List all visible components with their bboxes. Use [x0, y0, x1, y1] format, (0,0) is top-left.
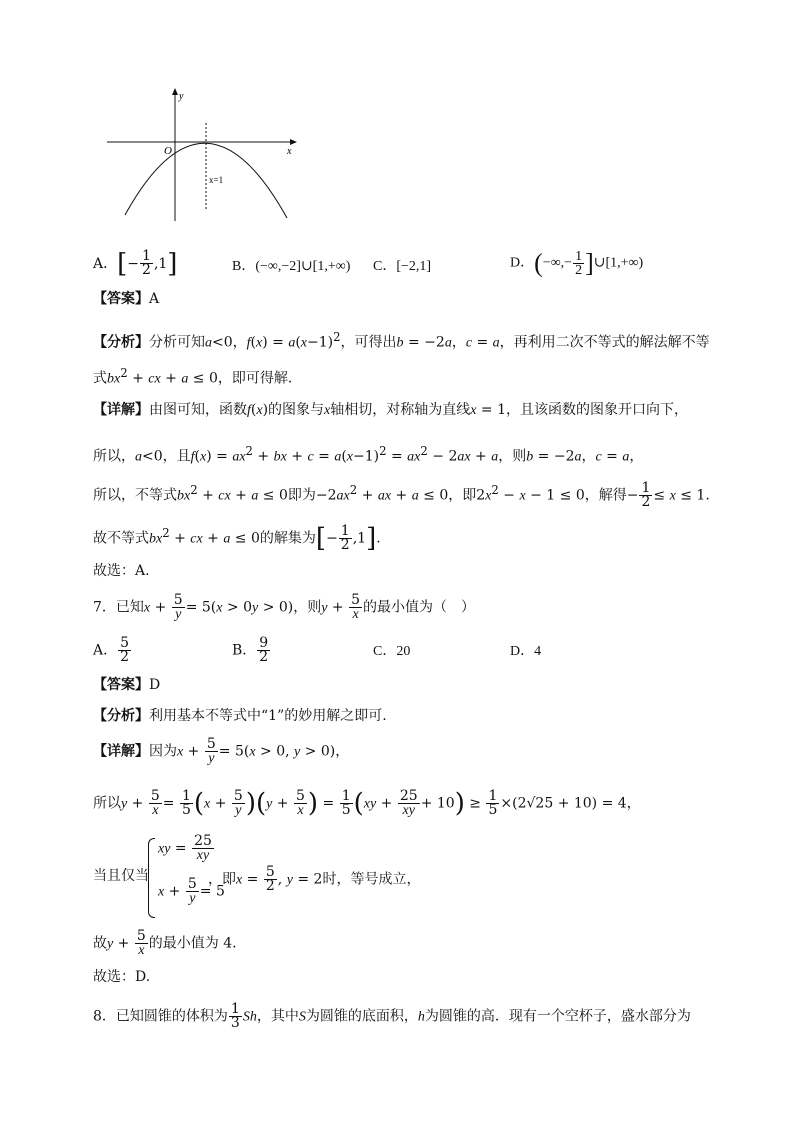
q7-option-b[interactable]: B． $\frac{9}{2}$: [232, 635, 269, 665]
q7-detail: 【详解】因为x + $\frac{5}{y}$ = 5(x > 0, y > 0)，: [93, 736, 350, 766]
symmetry-label: x=1: [209, 175, 224, 185]
q8-stem: 8．已知圆锥的体积为 $\frac{1}{3}$ Sh，其中S为圆锥的底面积，h为圆锥的高．现有一个空杯子，盛水部分为: [93, 1001, 691, 1031]
q7-detail-4: ，即x = $\frac{5}{2}$ , y = 2时，等号成立，: [208, 864, 421, 894]
q7-stem: 7．已知x + $\frac{5}{y}$ = 5(x > 0y > 0)，则y + $\frac{5}{x}$ 的最小值为（ ）: [93, 592, 476, 622]
q7-detail-2: 所以y + $\frac{5}{x}$ = $\frac{1}{5}$ (x + $\frac{5}{y}$ )(y + $\frac{5}{x}$ ) = $\frac{1}{5}$ (xy + $\frac{25}{xy}$ + 10) ≥ $\frac{1}{5}$ ×(2√25 + 10) = 4，: [93, 788, 641, 819]
q6-answer: 【答案】A: [93, 291, 160, 307]
y-axis-arrow: [172, 88, 178, 95]
axis-label-y: y: [179, 91, 184, 102]
x-axis-arrow: [290, 139, 297, 145]
q7-choose: 故选：D.: [93, 969, 151, 985]
q6-option-a[interactable]: A．[− $\frac{1}{2}$ ,1]: [93, 248, 178, 279]
origin-label: O: [164, 145, 172, 157]
q7-option-c[interactable]: C．20: [373, 644, 411, 659]
q7-answer: 【答案】D: [93, 677, 161, 693]
q6-options: [93, 250, 177, 277]
q6-detail: 【详解】由图可知，函数f(x)的图象与x轴相切，对称轴为直线x = 1，且该函数的图象开口向下，: [93, 402, 689, 418]
q7-analysis: 【分析】利用基本不等式中“1”的妙用解之即可.: [93, 708, 387, 724]
q7-detail-5: 故y + $\frac{5}{x}$ 的最小值为 4.: [93, 928, 237, 958]
q6-detail-3: 所以，不等式$bx^2$ + cx + a ≤ 0即为$-2ax^2$ + ax + a ≤ 0，即$2x^2 - x - 1 \le 0$，解得− $\frac{1}{2}$ ≤ x ≤ 1.: [93, 480, 710, 511]
q6-option-b[interactable]: B．(−∞,−2]∪[1,+∞): [232, 259, 351, 274]
axis-label-x: x: [287, 146, 292, 157]
q6-detail-2: 所以，a<0，且$f(x) = ax^2$ + bx + $c = a(x-1)^2 = ax^2 - 2ax + a$，则b = −2a，c = a，: [93, 444, 644, 465]
q6-analysis-cont: 式$bx^2$ + cx + a ≤ 0，即可得解.: [93, 366, 293, 387]
q6-option-d[interactable]: D．(−∞,− $\frac{1}{2}$ ]∪[1,+∞): [510, 248, 644, 278]
q7-condition-1: xy = $\frac{25}{xy}$: [158, 833, 212, 863]
q6-option-c[interactable]: C．[−2,1]: [373, 259, 432, 274]
q6-choose: 故选：A.: [93, 563, 150, 579]
q6-analysis: 【分析】分析可知a<0，$f(x) = a(x-1)^2$，可得出b = −2a，c = a，再利用二次不等式的解法解不等: [93, 330, 710, 351]
parabola-graph: [105, 85, 305, 225]
q7-option-a[interactable]: A． $\frac{5}{2}$: [93, 635, 130, 665]
system-brace: [148, 838, 155, 918]
q7-condition-2: x + $\frac{5}{y}$ = 5: [158, 876, 225, 906]
q6-detail-4: 故不等式$bx^2$ + cx + a ≤ 0的解集为[− $\frac{1}{2}$ ,1].: [93, 523, 381, 554]
q7-option-d[interactable]: D．4: [510, 644, 542, 659]
q7-detail-3: 当且仅当: [93, 868, 149, 884]
